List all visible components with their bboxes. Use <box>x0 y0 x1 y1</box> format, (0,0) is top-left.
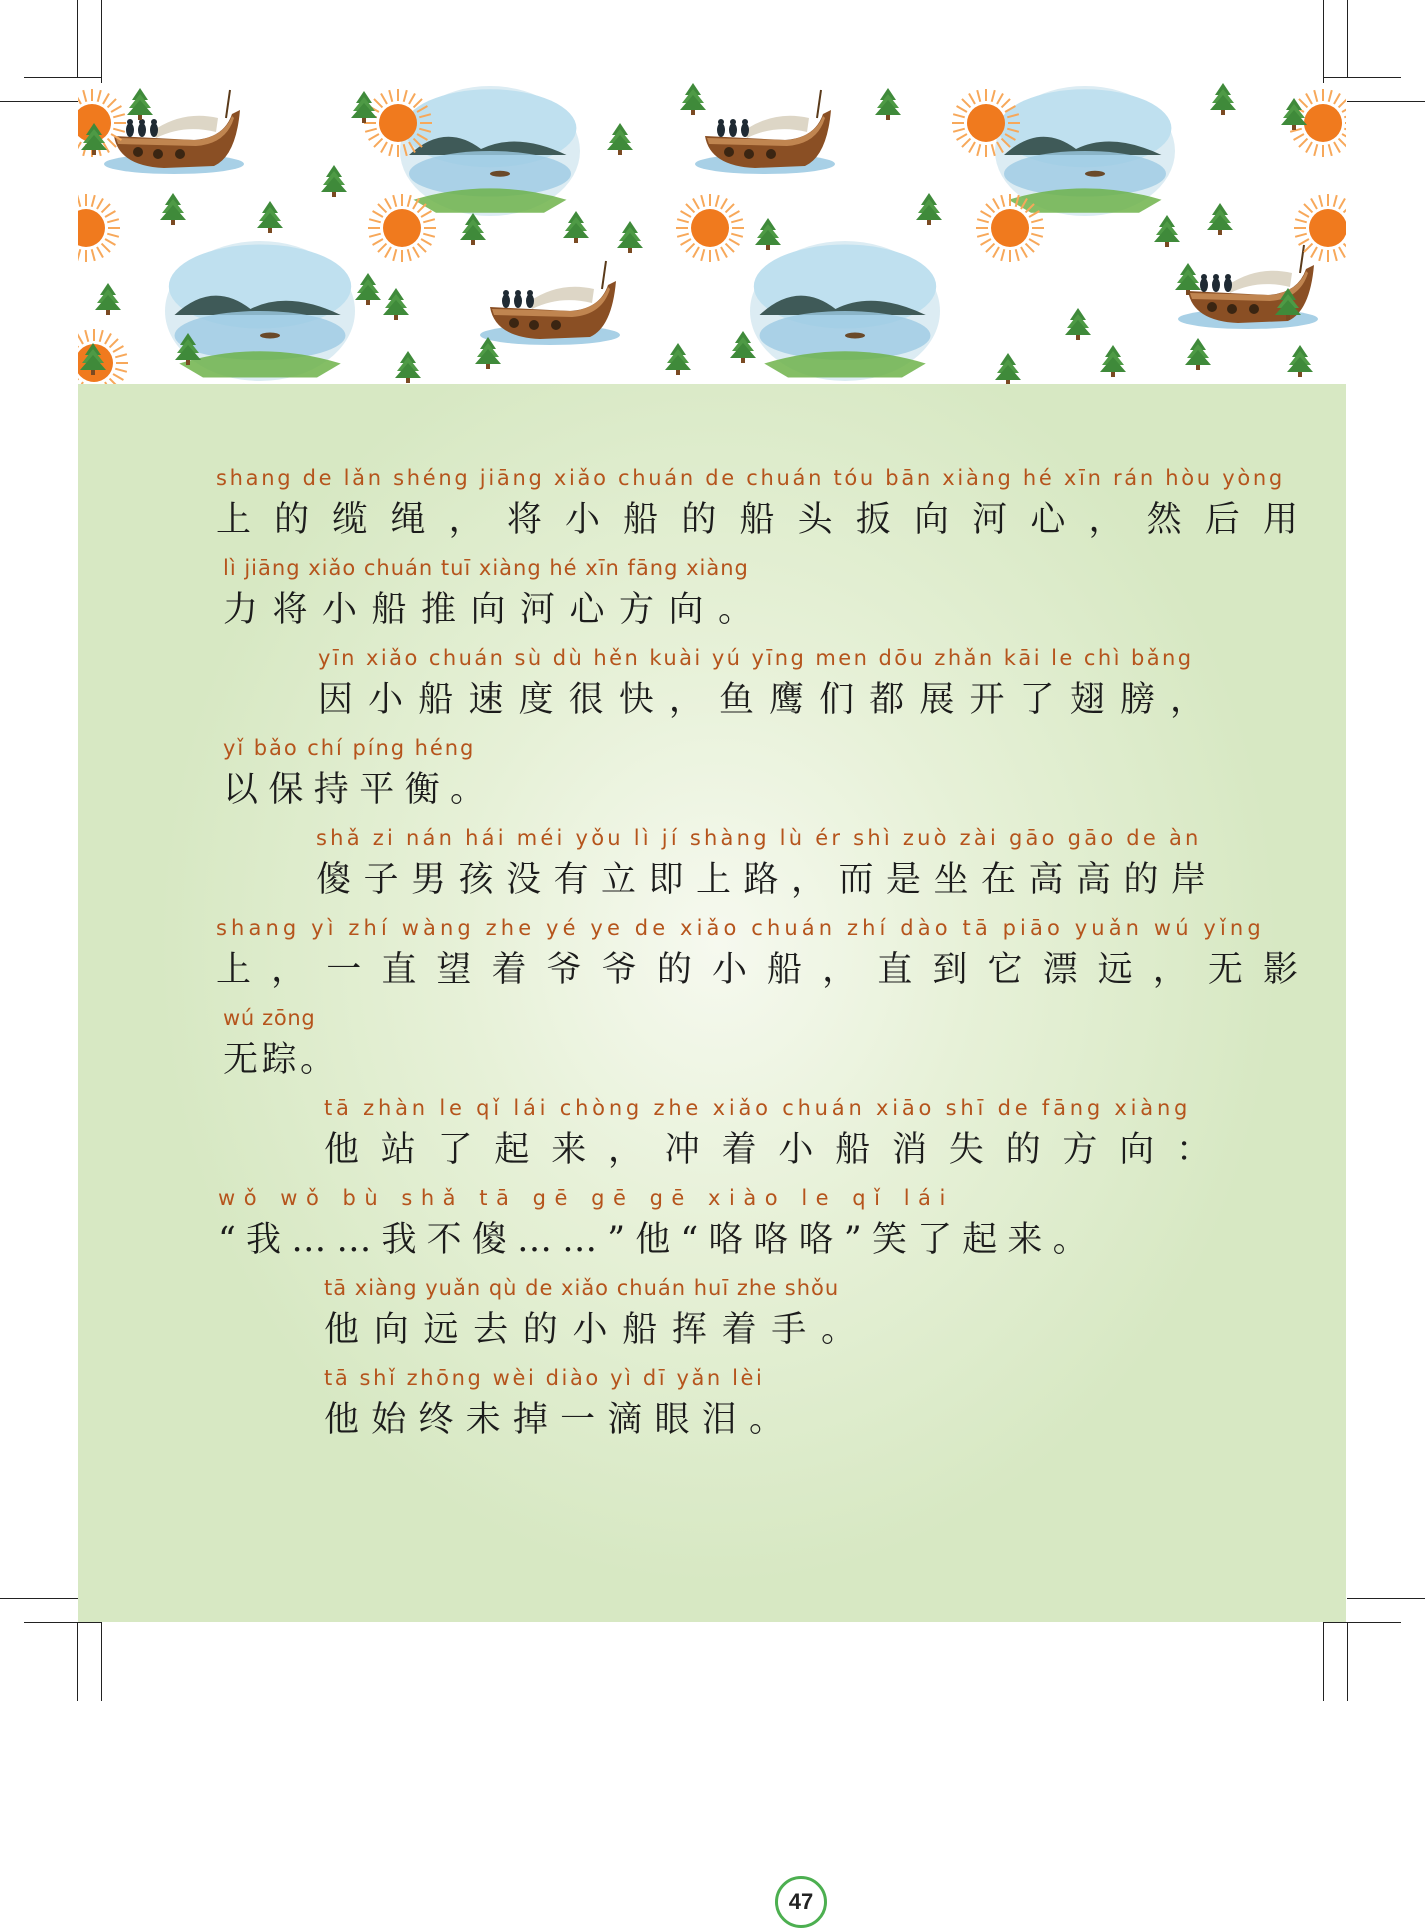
decorative-banner <box>78 83 1346 384</box>
sun-icon <box>78 194 120 262</box>
crop-mark <box>0 101 78 102</box>
crop-mark <box>24 1622 102 1623</box>
pine-tree-icon <box>460 213 486 245</box>
hanzi-line: 上，一直望着爷爷的小船，直到它漂远，无影 <box>216 942 1318 992</box>
pine-tree-icon <box>995 353 1021 384</box>
pinyin-line: tā shǐ zhōng wèi diào yì dī yǎn lèi <box>324 1366 764 1390</box>
hanzi-line: 以保持平衡。 <box>223 762 495 812</box>
lake-scene <box>750 241 940 381</box>
pine-tree-icon <box>1175 263 1201 295</box>
crop-mark <box>1347 101 1425 102</box>
pine-tree-icon <box>257 201 283 233</box>
sun-icon <box>364 89 432 157</box>
pine-tree-icon <box>916 193 942 225</box>
hanzi-line: 傻子男孩没有立即上路，而是坐在高高的岸 <box>316 852 1219 902</box>
pinyin-line: tā xiàng yuǎn qù de xiǎo chuán huī zhe shǒu <box>324 1276 839 1300</box>
boat-with-cormorants <box>104 90 244 174</box>
pine-tree-icon <box>665 343 691 375</box>
crop-mark <box>1323 1622 1401 1623</box>
crop-mark <box>1347 1598 1425 1599</box>
pine-tree-icon <box>563 211 589 243</box>
pinyin-line: yīn xiǎo chuán sù dù hěn kuài yú yīng men dōu zhǎn kāi le chì bǎng <box>318 646 1194 670</box>
story-text-panel <box>78 384 1346 1622</box>
pine-tree-icon <box>1185 338 1211 370</box>
pinyin-line: wǒ wǒ bù shǎ tā gē gē gē xiào le qǐ lái <box>218 1186 954 1210</box>
pine-tree-icon <box>875 88 901 120</box>
pinyin-line: yǐ bǎo chí píng héng <box>223 736 475 760</box>
crop-mark <box>0 1598 78 1599</box>
sun-icon <box>976 194 1044 262</box>
pine-tree-icon <box>160 193 186 225</box>
lake-scene <box>995 86 1175 216</box>
crop-mark <box>1347 0 1348 78</box>
pinyin-line: tā zhàn le qǐ lái chòng zhe xiǎo chuán xiāo shī de fāng xiàng <box>324 1096 1191 1120</box>
pine-tree-icon <box>755 218 781 250</box>
sun-icon <box>368 194 436 262</box>
pine-tree-icon <box>95 283 121 315</box>
pine-tree-icon <box>607 123 633 155</box>
pine-tree-icon <box>1100 345 1126 377</box>
hanzi-line: 上的缆绳，将小船的船头扳向河心，然后用 <box>216 492 1321 542</box>
hanzi-line: 他站了起来，冲着小船消失的方向： <box>324 1122 1233 1172</box>
hanzi-line: 力将小船推向河心方向。 <box>223 582 768 632</box>
crop-mark <box>24 77 102 78</box>
pine-tree-icon <box>730 331 756 363</box>
pinyin-line: shǎ zi nán hái méi yǒu lì jí shàng lù ér shì zuò zài gāo gāo de àn <box>316 826 1202 850</box>
pine-tree-icon <box>383 288 409 320</box>
hanzi-line: 因小船速度很快，鱼鹰们都展开了翅膀， <box>318 672 1220 722</box>
hanzi-line: “我……我不傻……”他“咯咯咯”笑了起来。 <box>218 1212 1098 1262</box>
crop-mark <box>77 1622 78 1701</box>
pinyin-line: shang de lǎn shéng jiāng xiǎo chuán de chuán tóu bān xiàng hé xīn rán hòu yòng <box>216 466 1285 490</box>
hanzi-line: 无踪。 <box>223 1032 339 1082</box>
hanzi-line: 他始终未掉一滴眼泪。 <box>324 1392 796 1442</box>
crop-mark <box>77 0 78 78</box>
pine-tree-icon <box>321 165 347 197</box>
pine-tree-icon <box>1065 308 1091 340</box>
pine-tree-icon <box>127 88 153 120</box>
pine-tree-icon <box>1207 203 1233 235</box>
crop-mark <box>1323 77 1401 78</box>
sun-icon <box>1294 194 1346 262</box>
banner-illustration <box>78 83 1346 384</box>
pinyin-line: shang yì zhí wàng zhe yé ye de xiǎo chuán zhí dào tā piāo yuǎn wú yǐng <box>216 916 1265 940</box>
pinyin-line: wú zōng <box>223 1006 315 1030</box>
pine-tree-icon <box>395 351 421 383</box>
boat-with-cormorants <box>695 90 835 174</box>
pine-tree-icon <box>1154 215 1180 247</box>
pine-tree-icon <box>475 337 501 369</box>
sun-icon <box>676 194 744 262</box>
boat-with-cormorants <box>1178 245 1318 329</box>
sun-icon <box>952 89 1020 157</box>
pine-tree-icon <box>1287 345 1313 377</box>
pine-tree-icon <box>355 273 381 305</box>
pine-tree-icon <box>680 83 706 115</box>
boat-with-cormorants <box>480 261 620 345</box>
pine-tree-icon <box>617 221 643 253</box>
crop-mark <box>1347 1622 1348 1701</box>
sun-icon <box>78 329 128 384</box>
pine-tree-icon <box>351 91 377 123</box>
hanzi-line: 他向远去的小船挥着手。 <box>324 1302 871 1352</box>
page-number: 47 <box>775 1876 827 1928</box>
pinyin-line: lì jiāng xiǎo chuán tuī xiàng hé xīn fāng xiàng <box>223 556 749 580</box>
pine-tree-icon <box>1210 83 1236 115</box>
